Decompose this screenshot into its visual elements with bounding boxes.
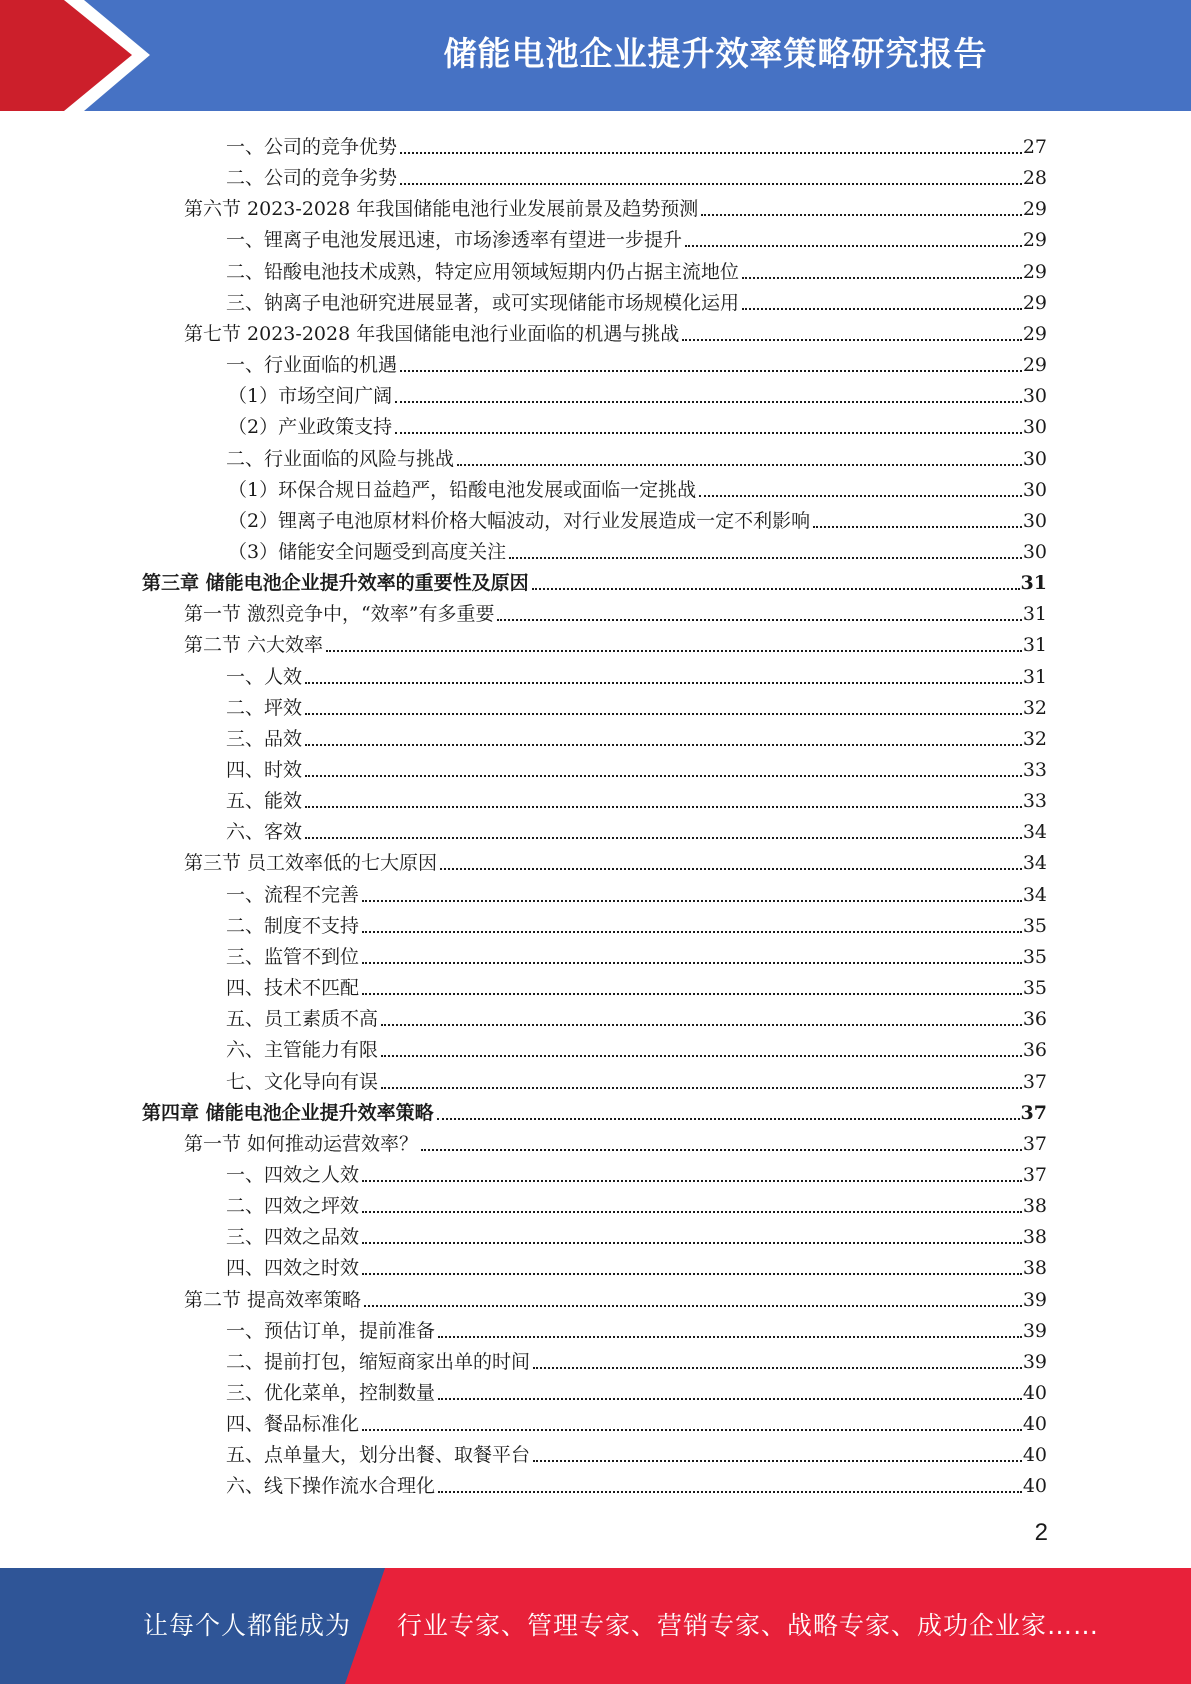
toc-dot-leader [532,588,1020,590]
toc-entry-page: 29 [1022,354,1047,377]
toc-entry-title: （1）环保合规日益趋严，铅酸电池发展或面临一定挑战 [228,478,697,501]
toc-entry[interactable] [142,564,1047,595]
toc-entry-title: 二、坪效 [226,696,303,719]
toc-entry-title: 二、提前打包，缩短商家出单的时间 [226,1350,531,1373]
toc-entry-page: 34 [1022,883,1047,906]
toc-entry-page: 34 [1022,852,1047,875]
toc-dot-leader [362,993,1022,995]
toc-entry[interactable] [142,1094,1047,1125]
toc-entry-page: 31 [1022,603,1047,626]
toc-entry-title: （3）储能安全问题受到高度关注 [228,540,507,563]
toc-entry-title: 第七节 2023-2028 年我国储能电池行业面临的机遇与挑战 [184,322,680,345]
toc-entry-page: 27 [1022,136,1047,158]
toc-entry-title: 第六节 2023-2028 年我国储能电池行业发展前景及趋势预测 [184,198,699,221]
toc-dot-leader [682,339,1022,341]
page-number: 2 [1034,1519,1048,1546]
toc-entry-title: 第四章 储能电池企业提升效率策略 [142,1101,434,1124]
toc-entry-title: 第二节 提高效率策略 [184,1288,362,1311]
toc-entry-page: 37 [1022,1132,1047,1155]
toc-dot-leader [813,526,1022,528]
toc-dot-leader [362,1429,1022,1431]
toc-entry-page: 38 [1022,1226,1047,1249]
toc-dot-leader [305,682,1022,684]
toc-entry-page: 33 [1022,759,1047,781]
toc-entry-page: 28 [1022,167,1047,190]
toc-entry-title: 六、主管能力有限 [226,1039,379,1062]
toc-entry-page: 31 [1020,572,1047,595]
toc-entry[interactable] [226,1312,1047,1343]
toc-entry[interactable] [226,689,1047,720]
toc-entry-title: 第一节 激烈竞争中，“效率”有多重要 [184,603,495,626]
toc-dot-leader [437,1118,1020,1120]
toc-entry[interactable] [226,1031,1047,1062]
toc-dot-leader [305,837,1022,839]
toc-entry-page: 35 [1022,914,1047,937]
toc-entry[interactable] [184,595,1047,626]
toc-entry-page: 29 [1022,229,1047,252]
toc-entry-title: 第二节 六大效率 [184,634,324,657]
toc-entry[interactable] [226,1374,1047,1405]
toc-entry-title: 第一节 如何推动运营效率？ [184,1132,419,1155]
toc-entry[interactable] [228,408,1047,439]
toc-entry-title: 四、餐品标准化 [226,1413,360,1436]
toc-entry-title: 二、铅酸电池技术成熟，特定应用领域短期内仍占据主流地位 [226,260,740,283]
toc-dot-leader [421,1149,1022,1151]
toc-entry[interactable] [226,1436,1047,1467]
toc-entry[interactable] [184,1125,1047,1156]
toc-dot-leader [701,214,1022,216]
toc-entry-title: 五、员工素质不高 [226,1008,379,1031]
footer-slogan-right: 行业专家、管理专家、营销专家、战略专家、成功企业家…… [397,1611,1100,1640]
toc-dot-leader [305,744,1022,746]
toc-entry[interactable] [228,533,1047,564]
toc-dot-leader [533,1460,1022,1462]
toc-entry-page: 30 [1022,540,1047,563]
toc-entry-title: 四、技术不匹配 [226,977,360,1000]
toc-entry-page: 30 [1022,478,1047,501]
toc-entry-page: 40 [1022,1382,1047,1404]
toc-entry-title: 三、四效之品效 [226,1226,360,1249]
toc-dot-leader [440,868,1022,870]
toc-dot-leader [305,806,1022,808]
toc-entry[interactable] [184,626,1047,657]
toc-entry[interactable] [226,1000,1047,1031]
toc-entry[interactable] [228,377,1047,408]
toc-entry[interactable] [226,658,1047,689]
toc-entry-page: 30 [1022,416,1047,439]
toc-entry[interactable] [226,720,1047,751]
toc-entry-page: 31 [1022,665,1047,688]
toc-entry-page: 32 [1022,727,1047,750]
toc-entry-page: 33 [1022,790,1047,813]
toc-entry-title: 第三章 储能电池企业提升效率的重要性及原因 [142,572,529,595]
toc-entry-page: 35 [1022,977,1047,1000]
toc-dot-leader [362,1273,1022,1275]
toc-entry-page: 36 [1022,1039,1047,1062]
toc-entry-page: 38 [1022,1195,1047,1218]
toc-entry[interactable] [184,315,1047,346]
toc-entry-title: 第三节 员工效率低的七大原因 [184,852,438,875]
toc-entry[interactable] [226,253,1047,284]
toc-entry-page: 30 [1022,385,1047,408]
toc-entry-title: 一、行业面临的机遇 [226,354,398,377]
toc-dot-leader [699,495,1022,497]
toc-dot-leader [362,1242,1022,1244]
toc-entry[interactable] [226,813,1047,844]
toc-entry-page: 40 [1022,1444,1047,1467]
toc-entry[interactable] [184,190,1047,221]
toc-entry[interactable] [184,844,1047,875]
toc-entry[interactable] [226,1218,1047,1249]
toc-dot-leader [381,1055,1022,1057]
toc-entry[interactable] [226,1249,1047,1280]
toc-entry-title: 二、行业面临的风险与挑战 [226,447,455,470]
toc-entry-title: 三、优化菜单，控制数量 [226,1382,436,1404]
page-footer [0,1568,1191,1684]
toc-entry-title: （2）产业政策支持 [228,416,393,439]
toc-entry-page: 30 [1022,509,1047,532]
toc-entry-page: 32 [1022,696,1047,719]
toc-entry-page: 34 [1022,821,1047,844]
toc-entry-title: 一、锂离子电池发展迅速，市场渗透率有望进一步提升 [226,229,683,252]
toc-entry-page: 37 [1022,1163,1047,1186]
toc-entry[interactable] [226,751,1047,782]
toc-entry-page: 40 [1022,1413,1047,1436]
toc-entry[interactable] [226,1467,1047,1498]
toc-entry-page: 29 [1022,198,1047,221]
toc-entry-page: 35 [1022,945,1047,968]
toc-entry[interactable] [228,502,1047,533]
toc-entry-title: 一、四效之人效 [226,1163,360,1186]
toc-entry[interactable] [226,1343,1047,1374]
toc-entry[interactable] [226,938,1047,969]
toc-dot-leader [364,1305,1022,1307]
toc-entry-title: 四、时效 [226,759,303,781]
toc-entry-title: 一、人效 [226,665,303,688]
toc-dot-leader [326,650,1022,652]
toc-entry[interactable] [226,782,1047,813]
toc-entry[interactable] [226,346,1047,377]
toc-dot-leader [742,308,1022,310]
toc-dot-leader [362,900,1022,902]
toc-entry[interactable] [226,907,1047,938]
page-header [0,0,1191,111]
toc-entry-title: 七、文化导向有误 [226,1070,379,1093]
toc-entry-page: 39 [1022,1288,1047,1311]
toc-entry-page: 39 [1022,1319,1047,1342]
toc-entry-title: 二、四效之坪效 [226,1195,360,1218]
toc-entry[interactable] [226,876,1047,907]
toc-entry-title: 三、监管不到位 [226,945,360,968]
toc-entry-title: 五、能效 [226,790,303,813]
toc-entry-page: 37 [1022,1070,1047,1093]
toc-dot-leader [362,1211,1022,1213]
toc-entry[interactable] [226,969,1047,1000]
toc-entry-title: 四、四效之时效 [226,1257,360,1280]
toc-dot-leader [381,1024,1022,1026]
toc-entry-page: 30 [1022,447,1047,470]
toc-dot-leader [742,277,1022,279]
toc-dot-leader [400,183,1022,185]
toc-entry-title: 三、品效 [226,727,303,750]
toc-entry-title: 六、线下操作流水合理化 [226,1475,436,1498]
toc-entry-title: （2）锂离子电池原材料价格大幅波动，对行业发展造成一定不利影响 [228,509,811,532]
toc-dot-leader [400,370,1022,372]
toc-entry-title: （1）市场空间广阔 [228,385,393,408]
toc-dot-leader [362,962,1022,964]
toc-dot-leader [305,775,1022,777]
toc-entry[interactable] [226,284,1047,315]
toc-dot-leader [497,619,1021,621]
toc-entry-page: 29 [1022,322,1047,345]
toc-entry[interactable] [226,159,1047,190]
toc-dot-leader [438,1398,1022,1400]
toc-entry-page: 38 [1022,1257,1047,1280]
toc-dot-leader [509,557,1022,559]
toc-entry-page: 31 [1022,634,1047,657]
toc-entry-page: 40 [1022,1475,1047,1498]
toc-entry[interactable] [228,471,1047,502]
toc-dot-leader [305,713,1022,715]
toc-entry-title: 一、公司的竞争优势 [226,136,398,158]
toc-entry-title: 一、预估订单，提前准备 [226,1319,436,1342]
toc-dot-leader [362,1180,1022,1182]
toc-entry-title: 六、客效 [226,821,303,844]
toc-dot-leader [400,152,1022,154]
toc-dot-leader [685,245,1022,247]
report-title: 储能电池企业提升效率策略研究报告 [443,34,988,73]
toc-dot-leader [438,1491,1022,1493]
toc-dot-leader [438,1336,1022,1338]
toc-entry[interactable] [226,1405,1047,1436]
toc-dot-leader [457,464,1022,466]
toc-entry-page: 37 [1020,1101,1047,1124]
toc-entry[interactable] [184,1281,1047,1312]
toc-entry-page: 36 [1022,1008,1047,1031]
toc-entry[interactable] [226,1063,1047,1094]
toc-entry-title: 二、公司的竞争劣势 [226,167,398,190]
toc-entry[interactable] [226,440,1047,471]
toc-entry-page: 29 [1022,291,1047,314]
toc-dot-leader [533,1367,1022,1369]
toc-entry-title: 三、钠离子电池研究进展显著，或可实现储能市场规模化运用 [226,291,740,314]
toc-dot-leader [381,1087,1022,1089]
toc-dot-leader [395,432,1022,434]
toc-entry-title: 五、点单量大，划分出餐、取餐平台 [226,1444,531,1467]
toc-entry[interactable] [226,1156,1047,1187]
toc-entry-title: 二、制度不支持 [226,914,360,937]
toc-entry[interactable] [226,128,1047,159]
toc-entry-page: 29 [1022,260,1047,283]
footer-slogan-left: 让每个人都能成为 [143,1611,352,1640]
toc-entry[interactable] [226,221,1047,252]
toc-dot-leader [395,401,1022,403]
toc-entry[interactable] [226,1187,1047,1218]
toc-entry-title: 一、流程不完善 [226,883,360,906]
toc-entry-page: 39 [1022,1350,1047,1373]
toc-dot-leader [362,931,1022,933]
